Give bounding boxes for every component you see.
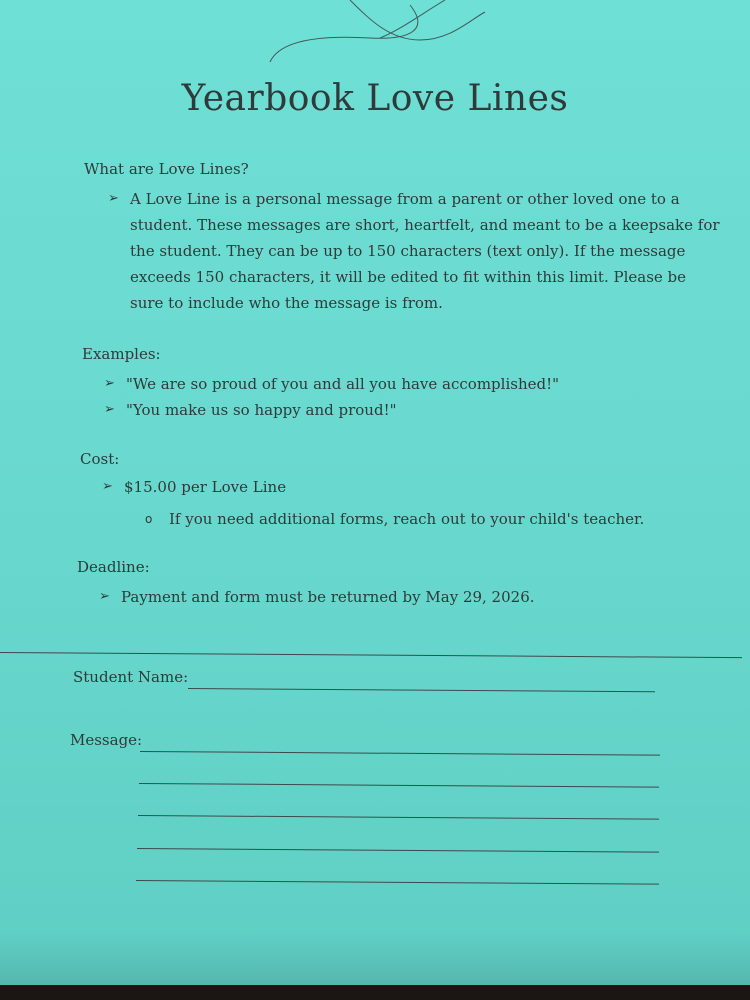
paper-shadow [0,930,750,985]
arrow-bullet-icon: ➢ [104,376,115,391]
message-label: Message: [70,731,143,749]
what-text: A Love Line is a personal message from a parent or other loved one to a student. These messages are short, heartfelt, and meant to be a keepsake for the student. They can be up to 150 characters (text only). If the message exceeds 150 characters, it will be edited to fit within this limit. Please be sure to include who the message is from. [130,190,720,312]
cost-heading: Cost: [80,450,120,468]
message-line-2[interactable] [139,783,659,788]
arrow-bullet-icon: ➢ [99,589,110,604]
cost-sub-text: If you need additional forms, reach out to your child's teacher. [169,510,645,528]
what-heading: What are Love Lines? [84,160,249,178]
what-bullet [108,186,722,316]
cost-item [102,474,724,500]
message-line-4[interactable] [137,848,659,853]
page-title: Yearbook Love Lines [181,78,569,119]
deadline-heading: Deadline: [77,558,150,576]
decorative-swirl-icon [260,0,500,70]
message-line-3[interactable] [138,815,659,820]
deadline-item [99,584,721,610]
example-item-1 [104,371,726,397]
message-line-5[interactable] [136,880,659,885]
cost-sub-item [145,506,729,532]
arrow-bullet-icon: ➢ [102,479,113,494]
arrow-bullet-icon: ➢ [108,191,119,206]
cut-line-divider [0,652,742,658]
example-text-2: "You make us so happy and proud!" [126,401,397,419]
cost-text: $15.00 per Love Line [124,478,287,496]
example-item-2 [104,397,726,423]
deadline-text: Payment and form must be returned by May 29, 2026. [121,588,535,606]
arrow-bullet-icon: ➢ [104,402,115,417]
student-name-label: Student Name: [73,668,189,686]
student-name-line[interactable] [188,688,655,692]
example-text-1: "We are so proud of you and all you have accomplished!" [126,375,560,393]
circle-bullet-icon: o [145,512,153,526]
examples-heading: Examples: [82,345,161,363]
message-line-1[interactable] [140,751,660,756]
